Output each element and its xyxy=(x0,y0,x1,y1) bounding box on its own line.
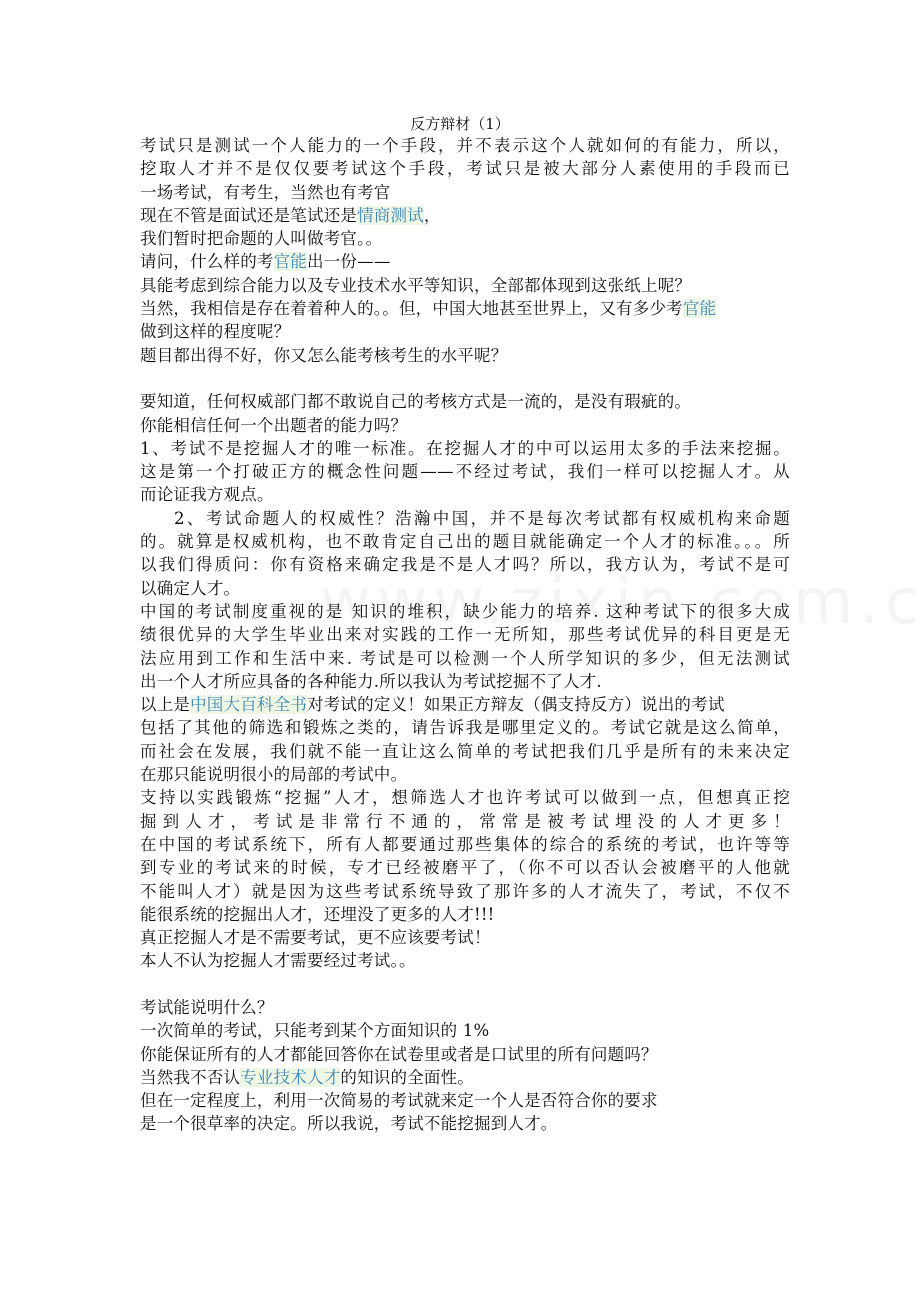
blank-line xyxy=(140,367,790,390)
keyword-link[interactable]: 官能 xyxy=(682,299,717,319)
text-line: 绩很优异的大学生毕业出来对实践的工作一无所知，那些考试优异的科目更是无 xyxy=(140,625,790,645)
text-line: 真正挖掘人才是不需要考试，更不应该要考试！ xyxy=(140,928,491,948)
text-line: 我们暂时把命题的人叫做考官。。 xyxy=(140,229,383,249)
keyword-link[interactable]: 中国大百科全书 xyxy=(190,695,308,715)
line-text: 对考试的定义！如果正方辩友（偶支持反方）说出的考试 xyxy=(307,695,725,715)
text-line: 1、考试不是挖掘人才的唯一标准。在挖掘人才的中可以运用太多的手法来挖掘。 xyxy=(140,438,790,458)
line-text: 当然，我相信是存在着着种人的。。但，中国大地甚至世界上，又有多少考 xyxy=(140,299,683,319)
keyword-link[interactable]: 官能 xyxy=(273,252,308,272)
text-line: 你能保证所有的人才都能回答你在试卷里或者是口试里的所有问题吗？ xyxy=(140,1044,658,1064)
text-line: 考试只是测试一个人能力的一个手段，并不表示这个人就如何的有能力，所以， xyxy=(140,136,790,155)
text-line: 在那只能说明很小的局部的考试中。 xyxy=(140,765,408,785)
text-line xyxy=(140,250,790,273)
line-text: 以上是 xyxy=(140,695,191,715)
text-line: 一场考试，有考生，当然也有考官 xyxy=(140,182,391,202)
text-line: 以确定人才。 xyxy=(140,578,241,598)
text-line xyxy=(140,693,790,716)
text-line: 能很系统的挖掘出人才，还埋没了更多的人才!!! xyxy=(140,904,495,924)
line-text: 当然我不否认 xyxy=(140,1067,241,1087)
text-line: 要知道，任何权威部门都不敢说自己的考核方式是一流的，是没有瑕疵的。 xyxy=(140,392,692,412)
text-line xyxy=(140,297,790,320)
text-line: 这是第一个打破正方的概念性问题——不经过考试，我们一样可以挖掘人才。从 xyxy=(140,462,790,482)
line-text: 请问，什么样的考 xyxy=(140,252,274,272)
text-line: 但在一定程度上，利用一次简易的考试就来定一个人是否符合你的要求 xyxy=(140,1091,658,1111)
line-text: 出一份—— xyxy=(307,252,391,272)
document-title: 反方辩材（1） xyxy=(410,115,510,133)
text-line: 在中国的考试系统下，所有人都要通过那些集体的综合的系统的考试，也许等等 xyxy=(140,834,790,854)
keyword-link[interactable]: 情商测试 xyxy=(357,205,424,225)
line-text: 现在不管是面试还是笔试还是 xyxy=(140,205,358,225)
text-line: 中国的考试制度重视的是 知识的堆积，缺少能力的培养. 这种考试下的很多大成 xyxy=(140,601,790,621)
text-line: 法应用到工作和生活中来. 考试是可以检测一个人所学知识的多少，但无法测试 xyxy=(140,648,790,668)
text-line: 出一个人才所应具备的各种能力.所以我认为考试挖掘不了人才. xyxy=(140,671,602,691)
text-line: 具能考虑到综合能力以及专业技术水平等知识，全部都体现到这张纸上呢？ xyxy=(140,275,692,295)
text-line: 支持以实践锻炼“挖掘”人才，想筛选人才也许考试可以做到一点，但想真正挖 xyxy=(140,788,790,808)
line-text: 的知识的全面性。 xyxy=(340,1067,475,1087)
text-line: 掘到人才，考试是非常行不通的，常常是被考试埋没的人才更多！ xyxy=(140,811,790,831)
line-text: ， xyxy=(423,205,441,225)
text-line xyxy=(140,1066,790,1089)
text-line: 2、考试命题人的权威性？浩瀚中国，并不是每次考试都有权威机构来命题 xyxy=(174,508,790,528)
text-line: 本人不认为挖掘人才需要经过考试。。 xyxy=(140,951,416,971)
text-line: 考试能说明什么？ xyxy=(140,997,274,1017)
text-line: 题目都出得不好，你又怎么能考核考生的水平呢？ xyxy=(140,345,508,365)
text-line: 不能叫人才）就是因为这些考试系统导致了那许多的人才流失了，考试，不仅不 xyxy=(140,881,790,901)
blank-line xyxy=(140,973,790,996)
text-line: 你能相信任何一个出题者的能力吗？ xyxy=(140,415,408,435)
text-line xyxy=(140,204,790,227)
text-line: 做到这样的程度呢？ xyxy=(140,322,291,342)
text-line: 以我们得质问：你有资格来确定我是不是人才吗？所以，我方认为，考试不是可 xyxy=(140,555,790,575)
text-line: 的。就算是权威机构，也不敢肯定自己出的题目就能确定一个人才的标准。。。所 xyxy=(140,532,790,552)
text-line: 一次简单的考试，只能考到某个方面知识的 1% xyxy=(140,1021,490,1041)
text-line: 到专业的考试来的时候，专才已经被磨平了，（你不可以否认会被磨平的人他就 xyxy=(140,858,790,878)
text-line: 而社会在发展，我们就不能一直让这么简单的考试把我们几乎是所有的未来决定 xyxy=(140,741,790,761)
text-line: 是一个很草率的决定。所以我说，考试不能挖掘到人才。 xyxy=(140,1114,558,1134)
keyword-link[interactable]: 专业技术人才 xyxy=(240,1067,341,1087)
text-line: 而论证我方观点。 xyxy=(140,485,274,505)
text-line: 包括了其他的筛选和锻炼之类的，请告诉我是哪里定义的。考试它就是这么简单， xyxy=(140,718,790,738)
document-body xyxy=(140,134,790,1136)
text-line: 挖取人才并不是仅仅要考试这个手段，考试只是被大部分人素使用的手段而已 xyxy=(140,159,790,179)
